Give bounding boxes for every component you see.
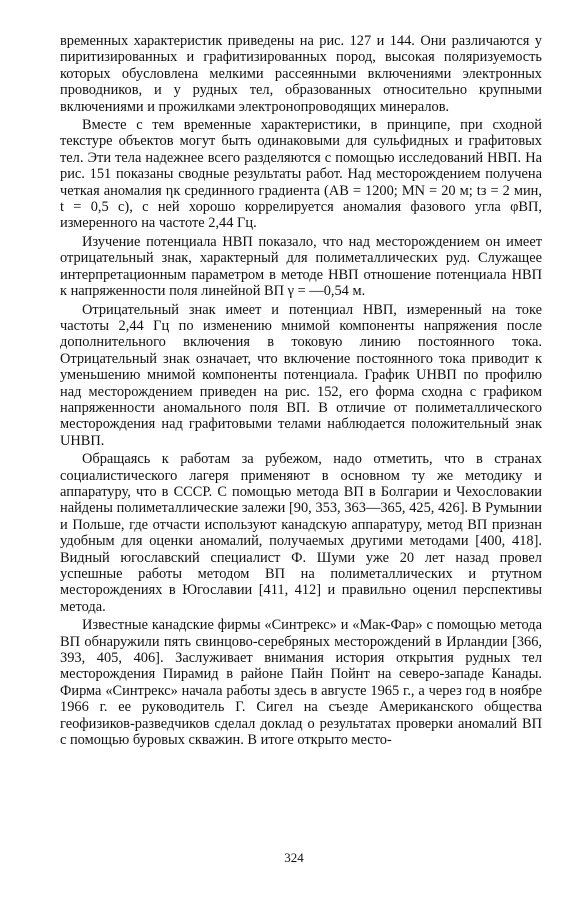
- paragraph-2: Вместе с тем временные характеристики, в принципе, при сходной текстуре объектов могут быть одинаковыми для сульфидных и графитовых тел. Эти тела надежнее всего разделяются с помощью исследований НВП. На рис. 151 показаны сводные результаты работ. Над месторождением получена четкая аномалия ηк срединного градиента (AB = 1200; MN = 20 м; tз = 2 мин, t = 0,5 с), с ней хорошо коррелируется аномалия фазового угла φВП, измеренного на частоте 2,44 Гц.: [60, 117, 542, 232]
- body-text: [60, 33, 542, 750]
- paragraph-3: Изучение потенциала НВП показало, что над месторождением он имеет отрицательный знак, характерный для полиметаллических руд. Служащее интерпретационным параметром в методе НВП отношение потенциала НВП к напряженности поля линейной ВП γ = —0,54 м.: [60, 233, 542, 300]
- paragraph-6: Известные канадские фирмы «Синтрекс» и «Мак-Фар» с помощью метода ВП обнаружили пять свинцово-серебряных месторождений в Ирландии [366, 393, 405, 406]. Заслуживает внимания история открытия рудных тел месторождения Пирамид в районе Пайн Пойнт на северо-западе Канады. Фирма «Синтрекс» начала работы здесь в августе 1965 г., а через год в ноябре 1966 г. ее руководитель Г. Сигел на съезде Американского общества геофизиков-разведчиков сделал доклад о результатах проверки аномалий ВП с помощью буровых скважин. В итоге открыто место-: [60, 617, 542, 749]
- paragraph-5: Обращаясь к работам за рубежом, надо отметить, что в странах социалистического лагеря применяют в основном ту же методику и аппаратуру, что в СССР. С помощью метода ВП в Болгарии и Чехословакии найдены полиметаллические залежи [90, 353, 363—365, 425, 426]. В Румынии и Польше, где отчасти используют канадскую аппаратуру, метод ВП признан удобным для оценки аномалий, получаемых другими методами [400, 418]. Видный югославский специалист Ф. Шуми уже 20 лет назад провел успешные работы методом ВП на полиметаллических и ртутном месторождениях в Югославии [411, 412] и правильно оценил перспективы метода.: [60, 451, 542, 615]
- page-number: 324: [284, 850, 304, 865]
- paragraph-1: временных характеристик приведены на рис. 127 и 144. Они различаются у пиритизированных и графитизированных пород, высокая поляризуемость которых обусловлена мелкими рассеянными включениями электронных проводников, и у рудных тел, образованных относительно крупными включениями и прожилками электронопроводящих минералов.: [60, 33, 542, 115]
- paragraph-4: Отрицательный знак имеет и потенциал НВП, измеренный на токе частоты 2,44 Гц по изменению мнимой компоненты напряжения после дополнительного включения в токовую линию постоянного тока. Отрицательный знак означает, что включение постоянного тока приводит к уменьшению мнимой компоненты потенциала. График UНВП по профилю над месторождением приведен на рис. 152, его форма сходна с графиком напряженности аномального поля ВП. В отличие от полиметаллического месторождения над графитовыми телами наблюдается положительный знак UНВП.: [60, 301, 542, 449]
